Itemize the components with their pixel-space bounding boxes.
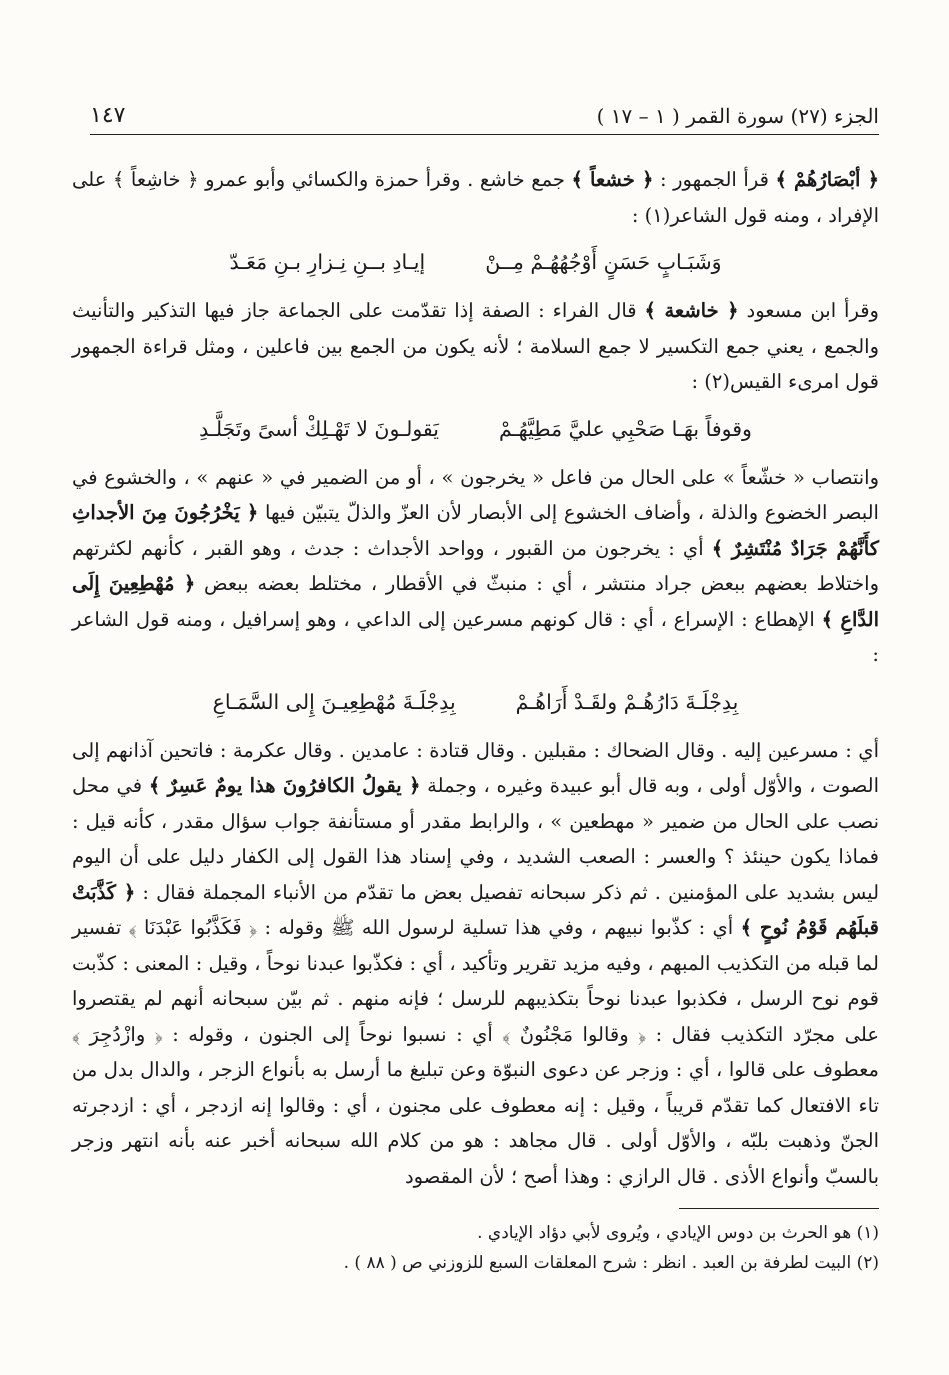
paragraph: ﴿ أبْصَارُهُمْ ﴾ قرأ الجمهور : ﴿ خشعاً ﴾ جمع خاشع . وقرأ حمزة والكسائي وأبو عمرو ﴿ خاشِعاً ﴾ على الإفراد ، ومنه قول الشاعر(١) : xyxy=(72,168,880,227)
verse-second-hemistich: إيـادِ بــنِ نِـزارِ بـنِ مَعَـدّ xyxy=(229,250,426,274)
verse-first-hemistich: وقوفاً بهَـا صَحْبِي عليَّ مَطِيَّهُـمْ xyxy=(499,416,752,441)
paragraph: أي : مسرعين إليه . وقال الضحاك : مقبلين . وقال قتادة : عامدين . وقال عكرمة : فاتحين آذانهم إلى الصوت ، والأوّل أولى ، وبه قال أبو عبيدة وغيره ، وجملة ﴿ يقولُ الكافرُونَ هذا يومٌ عَسِرٌ ﴾ في محل نصب على الحال من ضمير « مهطعين » ، والرابط مقدر أو مستأنفة جواب سؤال مقدر ، كأنه قيل : فماذا يكون حينئذ ؟ والعسر : الصعب الشديد ، وفي إسناد هذا القول إلى الكفار دليل على أن اليوم ليس بشديد على المؤمنين . ثم ذكر سبحانه تفصيل بعض ما تقدّم من الأنباء المجملة فقال : ﴿ كَذَّبَتْ قبلَهُم قَوْمُ نُوحٍ ﴾ أي : كذّبوا نبيهم ، وفي هذا تسلية لرسول الله ﷺ وقوله : ﴿ فَكَذَّبُوا عَبْدَنَا ﴾ تفسير لما قبله من التكذيب المبهم ، وفيه مزيد تقرير وتأكيد ، أي : فكذّبوا عبدنا نوحاً ، وقيل : المعنى : كذّبت قوم نوح الرسل ، فكذبوا عبدنا نوحاً بتكذيبهم للرسل ؛ فإنه منهم . ثم بيّن سبحانه أنهم لم يقتصروا على مجرّد التكذيب فقال : ﴿ وقالوا مَجْنُونٌ ﴾ أي : نسبوا نوحاً إلى الجنون ، وقوله : ﴿ وازْدُجِرَ ﴾ معطوف على قالوا ، أي : وزجر عن دعوى النبوّة وعن تبليغ ما أرسل به بأنواع الزجر ، والدال بدل من تاء الافتعال كما تقدّم قريباً ، وقيل : إنه معطوف على مجنون ، أي : وقالوا إنه ازدجر ، أي : ازدجرته الجنّ وذهبت بلبّه ، والأوّل أولى . قال مجاهد : هو من كلام الله سبحانه أخبر عنه بأنه انتهر وزجر بالسبّ وأنواع الأذى . قال الرازي : وهذا أصح ؛ لأن المقصود xyxy=(72,738,880,1188)
quran-quote: ﴿ خشعاً ﴾ xyxy=(571,168,654,191)
quran-quote: ﴿ يقولُ الكافرُونَ هذا يومٌ عَسِرٌ ﴾ xyxy=(148,774,421,797)
page-number: ١٤٧ xyxy=(90,103,126,128)
verse-second-hemistich: يَقولـونَ لا تَهْـلِكْ أسىً وتَجَلَّـدِ xyxy=(199,416,439,441)
quran-quote: ﴿ أبْصَارُهُمْ ﴾ xyxy=(775,168,880,191)
page-header xyxy=(90,100,879,135)
footnote-separator xyxy=(679,1208,879,1209)
footnotes xyxy=(72,1218,879,1278)
footnote: (٢) البيت لطرفة بن العبد . انظر : شرح المعلقات السبع للزوزني ص ( ٨٨ ) . xyxy=(343,1253,879,1273)
quran-quote: ﴿ خاشعة ﴾ xyxy=(644,299,739,322)
running-head: الجزء (٢٧) سورة القمر ( ١ – ١٧ ) xyxy=(596,104,879,128)
verse-first-hemistich: بِدِجْلَـةَ دَارُهُـمْ ولقَـدْ أَرَاهُـمْ xyxy=(515,689,739,714)
verse-second-hemistich: بِدِجْلَـةَ مُهْطِعِيـنَ إِلى السَّمَـاعِ xyxy=(212,689,456,714)
quran-quote: ﴿ يَخْرُجُونَ مِنَ الأجداثِ كأَنَّهُمْ جَرَادٌ مُنْتَشِرٌ ﴾ xyxy=(72,501,879,560)
paragraph: وانتصاب « خشّعاً » على الحال من فاعل « يخرجون » ، أو من الضمير في « عنهم » ، والخشوع في البصر الخضوع والذلة ، وأضاف الخشوع إلى الأبصار لأن العزّ والذلّ يتبيّن فيها ﴿ يَخْرُجُونَ مِنَ الأجداثِ كأَنَّهُمْ جَرَادٌ مُنْتَشِرٌ ﴾ أي : يخرجون من القبور ، وواحد الأجداث : جدث ، وهو القبر ، كأنهم لكثرتهم واختلاط بعضهم ببعض جراد منتشر ، أي : منبثّ في الأقطار ، مختلط بعضه ببعض ﴿ مُهْطِعِينَ إِلَى الدَّاعِ ﴾ الإهطاع : الإسراع ، أي : قال كونهم مسرعين إلى الداعي ، وهو إسرافيل ، ومنه قول الشاعر : xyxy=(72,465,880,666)
main-text xyxy=(72,162,879,1194)
footnote: (١) هو الحرث بن دوس الإيادي ، ويُروى لأبي دؤاد الإيادي . xyxy=(477,1223,879,1243)
verse-first-hemistich: وَشَبَـابٍ حَسَنٍ أَوْجُهُهُـمْ مِــنْ xyxy=(485,250,722,274)
quran-quote: ﴿ كَذَّبَتْ قبلَهُم قَوْمُ نُوحٍ ﴾ xyxy=(72,880,879,939)
paragraph: وقرأ ابن مسعود ﴿ خاشعة ﴾ قال الفراء : الصفة إذا تقدّمت على الجماعة جاز فيها التذكير والتأنيث والجمع ، يعني جمع التكسير لا جمع السلامة ؛ لأنه يكون من الجمع بين فاعلين ، ومثل قراءة الجمهور قول امرىء القيس(٢) : xyxy=(72,299,879,393)
poetry-verse xyxy=(72,406,879,452)
quran-quote: ﴿ مُهْطِعِينَ إِلَى الدَّاعِ ﴾ xyxy=(72,572,879,631)
poetry-verse xyxy=(72,679,879,725)
poetry-verse xyxy=(72,239,879,285)
